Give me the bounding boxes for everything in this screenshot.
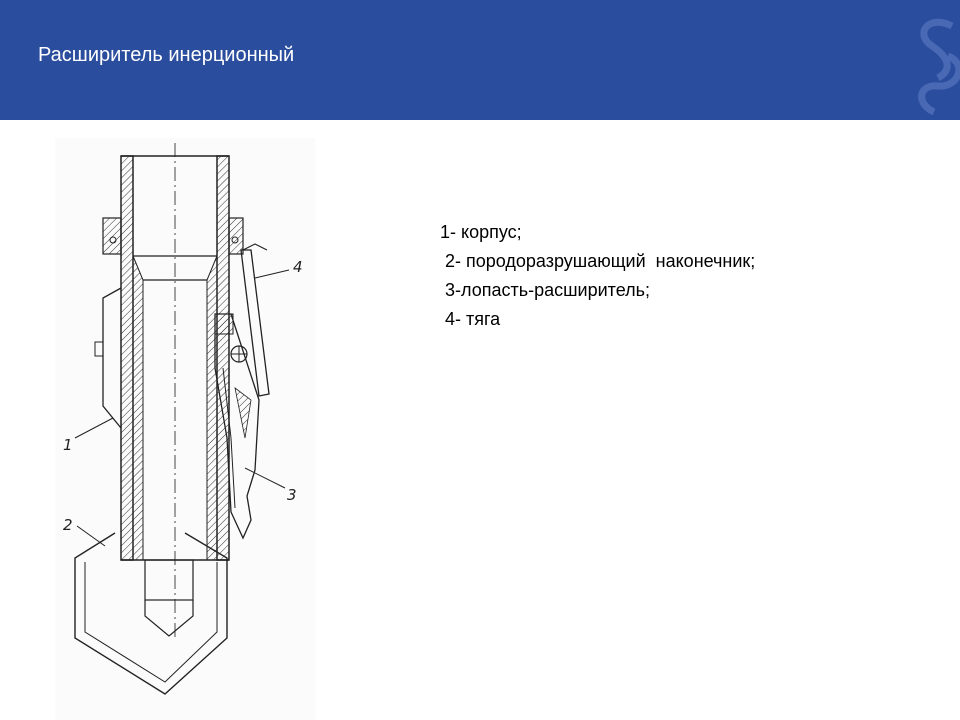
drawing-background	[55, 138, 315, 720]
slide-header	[0, 0, 960, 120]
logo-watermark-icon	[908, 8, 960, 120]
part-number-3: 3	[287, 486, 297, 504]
part-number-2: 2	[63, 516, 73, 534]
legend-item: 3-лопасть-расширитель;	[440, 280, 651, 300]
reamer-technical-drawing	[55, 138, 315, 720]
slide-title: Расширитель инерционный	[38, 44, 295, 66]
parts-legend	[440, 218, 755, 334]
part-number-1: 1	[63, 436, 73, 454]
legend-item: 2- породоразрушающий наконечник;	[440, 251, 756, 271]
part-number-4: 4	[293, 258, 303, 276]
legend-item: 1- корпус;	[440, 222, 522, 242]
legend-item: 4- тяга	[440, 309, 501, 329]
